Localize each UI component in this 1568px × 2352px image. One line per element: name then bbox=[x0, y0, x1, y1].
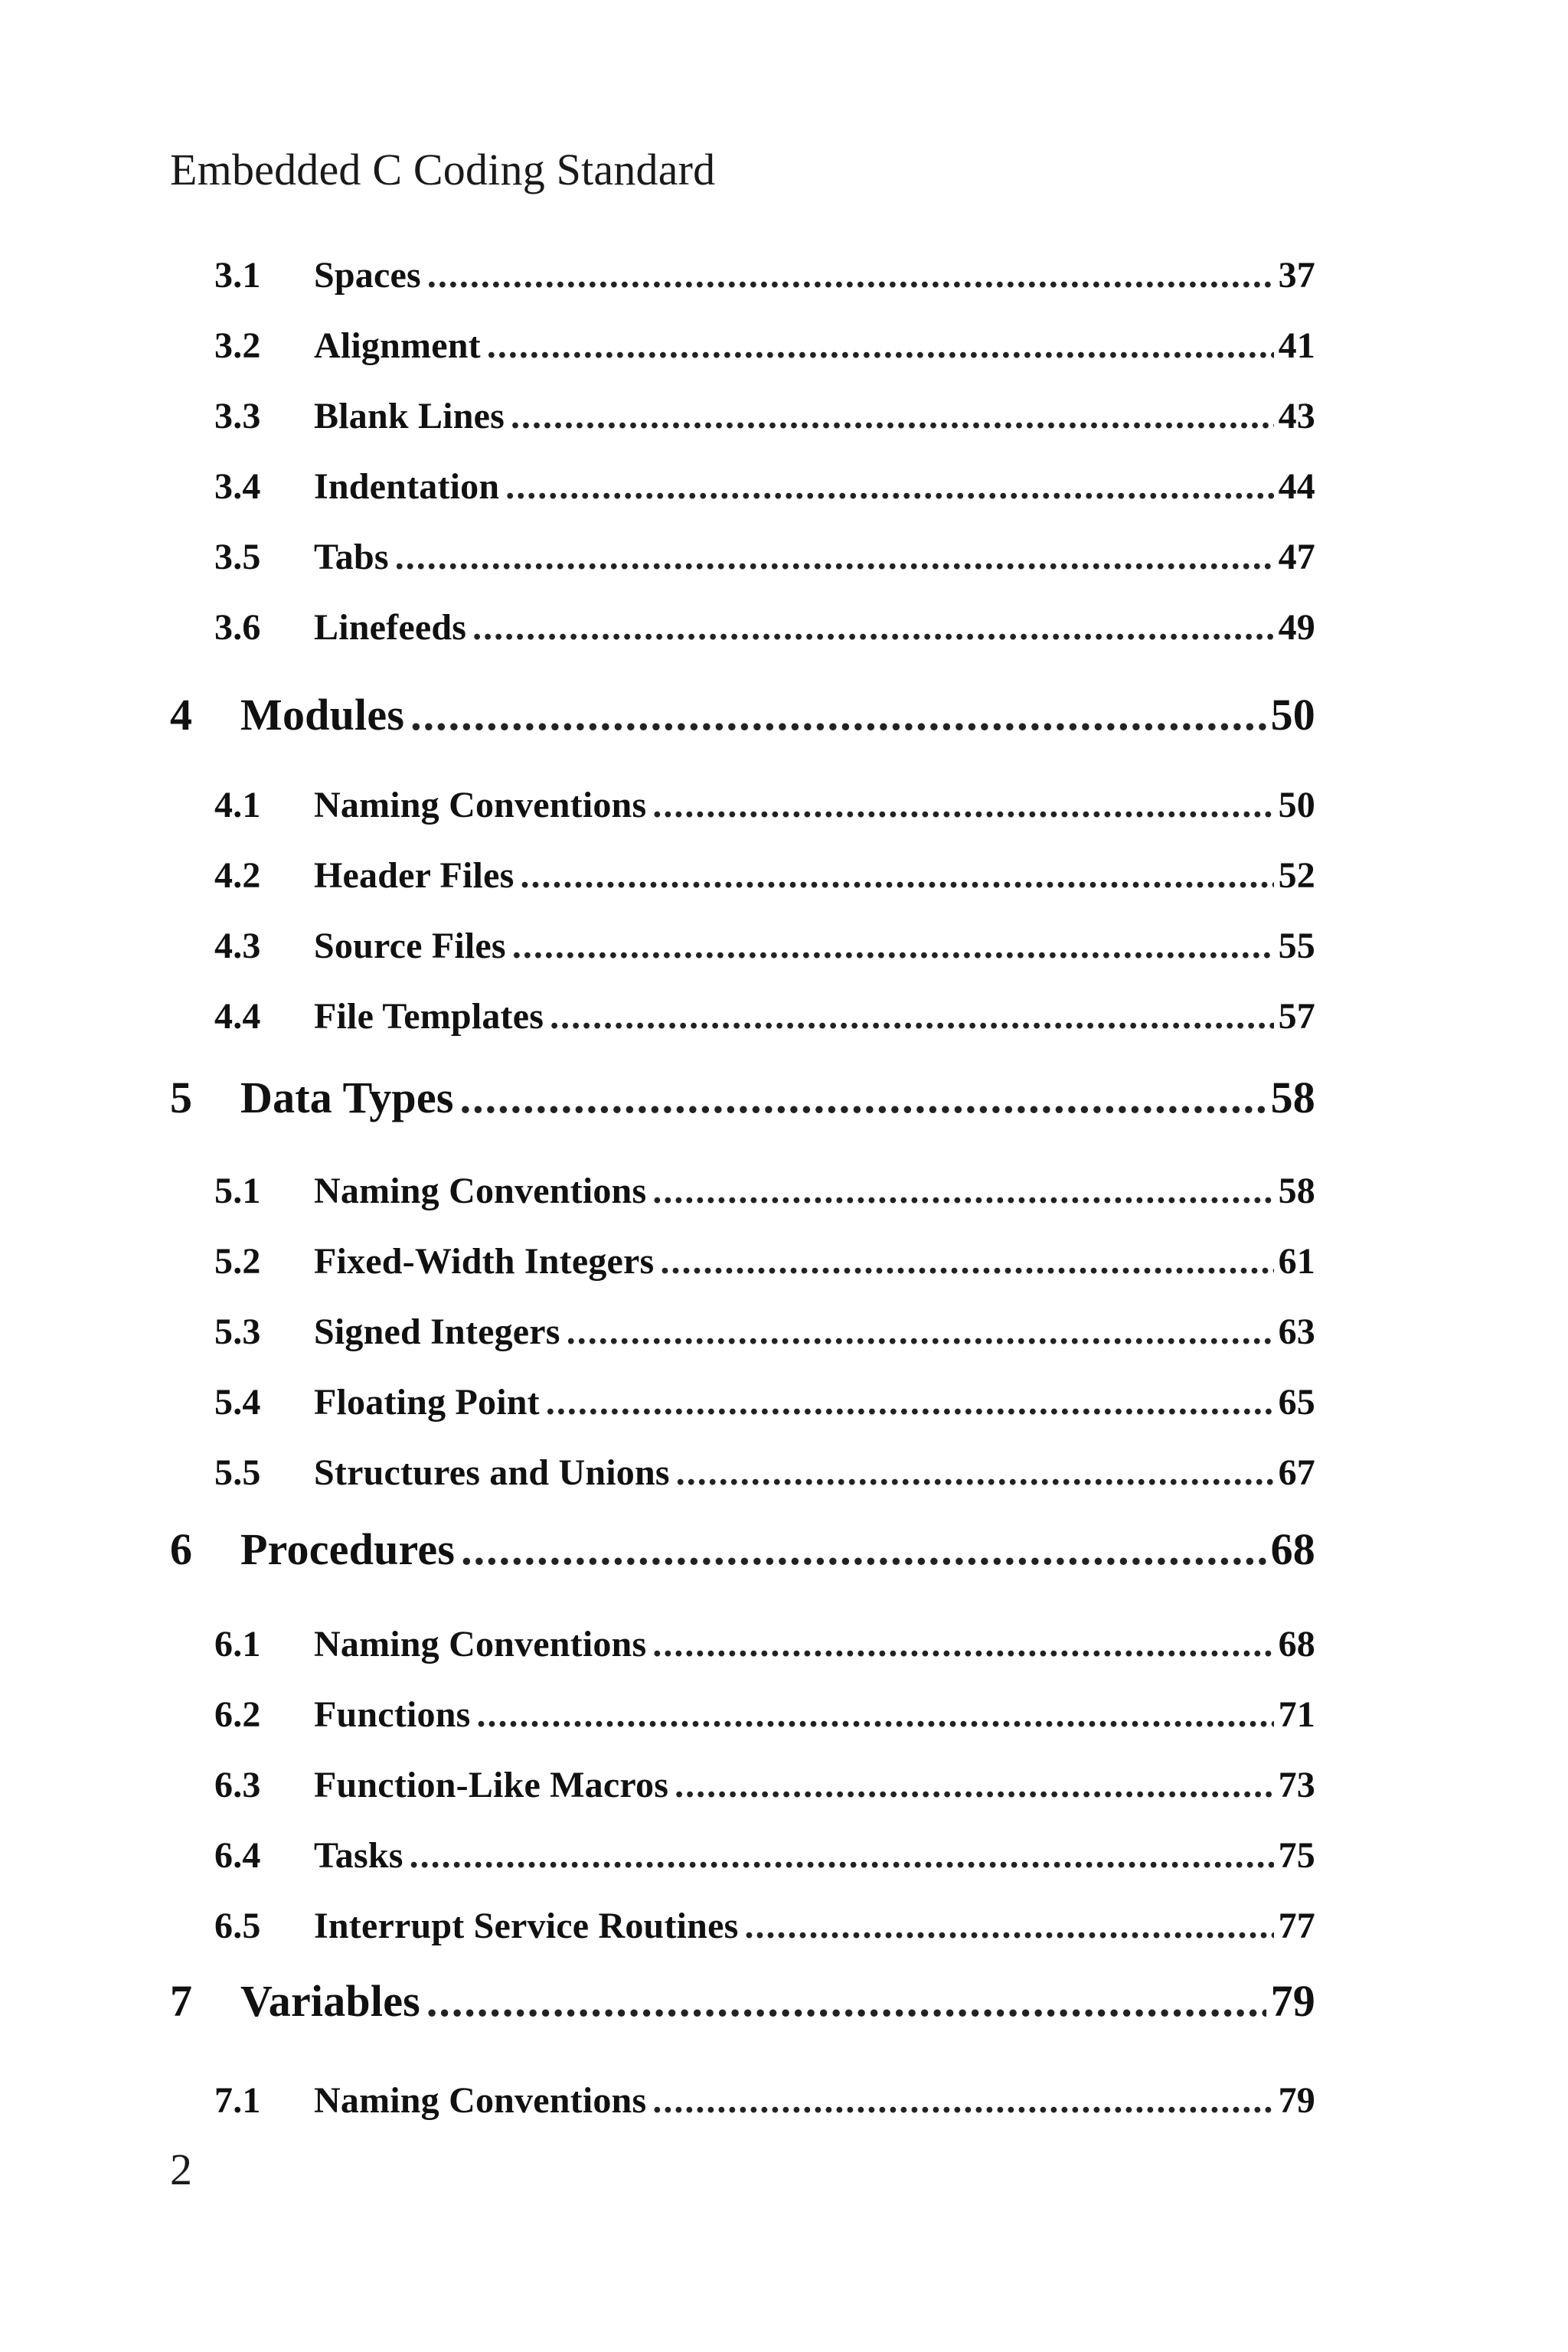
toc-entry-page-number: 63 bbox=[1278, 1312, 1315, 1352]
toc-section-row bbox=[214, 1694, 1315, 1736]
toc-entry-number: 7 bbox=[170, 1976, 193, 2026]
toc-entry-page-number: 50 bbox=[1270, 690, 1315, 740]
toc-entry-number: 3.2 bbox=[214, 325, 261, 366]
toc-dot-leader bbox=[546, 1381, 1274, 1423]
toc-section-row bbox=[214, 1381, 1315, 1423]
toc-entry-page-number: 77 bbox=[1278, 1906, 1315, 1946]
toc-dot-leader bbox=[652, 1623, 1273, 1665]
toc-section-row bbox=[214, 325, 1315, 367]
toc-entry-page-number: 44 bbox=[1278, 466, 1315, 507]
toc-entry-page-number: 65 bbox=[1278, 1382, 1315, 1423]
toc-entry-title: Data Types bbox=[240, 1073, 454, 1122]
toc-entry-title: Procedures bbox=[240, 1524, 456, 1574]
toc-chapter-row bbox=[170, 689, 1315, 740]
toc-entry-number: 3.5 bbox=[214, 537, 261, 577]
toc-dot-leader bbox=[410, 689, 1266, 740]
toc-entry-title: Naming Conventions bbox=[314, 1171, 647, 1211]
toc-entry-page-number: 47 bbox=[1278, 537, 1315, 577]
toc-entry-page-number: 79 bbox=[1278, 2080, 1315, 2121]
toc-entry-page-number: 71 bbox=[1278, 1694, 1315, 1735]
toc-entry-title: Variables bbox=[240, 1976, 420, 2026]
toc-entry-page-number: 68 bbox=[1278, 1624, 1315, 1664]
toc-entry-number: 6.3 bbox=[214, 1765, 261, 1805]
toc-entry-number: 6.5 bbox=[214, 1906, 261, 1946]
toc-entry-page-number: 57 bbox=[1278, 996, 1315, 1037]
toc-entry-title: File Templates bbox=[314, 996, 544, 1037]
toc-entry-number: 6.2 bbox=[214, 1694, 261, 1735]
toc-dot-leader bbox=[567, 1311, 1274, 1353]
toc-dot-leader bbox=[477, 1694, 1274, 1736]
toc-entry-title: Naming Conventions bbox=[314, 2080, 647, 2121]
toc-entry-title: Function-Like Macros bbox=[314, 1765, 669, 1805]
toc-entry-page-number: 67 bbox=[1278, 1452, 1315, 1493]
toc-section-row bbox=[214, 1452, 1315, 1494]
toc-dot-leader bbox=[472, 606, 1273, 648]
toc-entry-number: 3.1 bbox=[214, 255, 261, 296]
toc-dot-leader bbox=[461, 1524, 1266, 1575]
toc-entry-number: 5.5 bbox=[214, 1452, 261, 1493]
running-header: Embedded C Coding Standard bbox=[170, 145, 716, 194]
toc-entry-title: Interrupt Service Routines bbox=[314, 1906, 739, 1946]
toc-dot-leader bbox=[410, 1834, 1274, 1877]
toc-entry-number: 3.4 bbox=[214, 466, 261, 507]
toc-dot-leader bbox=[744, 1905, 1273, 1947]
toc-entry-page-number: 68 bbox=[1270, 1524, 1315, 1574]
page-number: 2 bbox=[170, 2145, 192, 2194]
toc-dot-leader bbox=[426, 1975, 1266, 2027]
toc-section-row bbox=[214, 395, 1315, 437]
toc-entry-title: Signed Integers bbox=[314, 1312, 560, 1352]
toc-section-row bbox=[214, 1905, 1315, 1947]
toc-entry-number: 3.6 bbox=[214, 607, 261, 648]
toc-section-row bbox=[214, 995, 1315, 1037]
toc-entry-title: Modules bbox=[240, 690, 405, 740]
toc-entry-title: Linefeeds bbox=[314, 607, 467, 648]
toc-entry-number: 6 bbox=[170, 1524, 193, 1574]
toc-entry-page-number: 55 bbox=[1278, 926, 1315, 966]
toc-section-row bbox=[214, 1623, 1315, 1665]
toc-chapter-row bbox=[170, 1524, 1315, 1575]
toc-entry-page-number: 41 bbox=[1278, 325, 1315, 366]
toc-entry-title: Alignment bbox=[314, 325, 481, 366]
toc-entry-page-number: 73 bbox=[1278, 1765, 1315, 1805]
toc-section-row bbox=[214, 254, 1315, 296]
toc-chapter-row bbox=[170, 1975, 1315, 2027]
toc-entry-page-number: 61 bbox=[1278, 1241, 1315, 1282]
toc-entry-title: Tabs bbox=[314, 537, 389, 577]
toc-entry-number: 4.3 bbox=[214, 926, 261, 966]
toc-entry-title: Indentation bbox=[314, 466, 500, 507]
toc-entry-number: 4.1 bbox=[214, 785, 261, 825]
toc-dot-leader bbox=[652, 1170, 1273, 1212]
toc-section-row bbox=[214, 536, 1315, 578]
toc-entry-page-number: 49 bbox=[1278, 607, 1315, 648]
toc-dot-leader bbox=[550, 995, 1273, 1037]
toc-entry-page-number: 75 bbox=[1278, 1835, 1315, 1876]
toc-section-row bbox=[214, 606, 1315, 648]
toc-section-row bbox=[214, 1240, 1315, 1282]
toc-entry-page-number: 58 bbox=[1278, 1171, 1315, 1211]
toc-entry-number: 4 bbox=[170, 690, 193, 740]
toc-section-row bbox=[214, 2079, 1315, 2122]
toc-section-row bbox=[214, 854, 1315, 897]
toc-entry-number: 6.1 bbox=[214, 1624, 261, 1664]
toc-entry-number: 5 bbox=[170, 1073, 193, 1122]
toc-dot-leader bbox=[520, 854, 1273, 897]
toc-dot-leader bbox=[512, 925, 1274, 967]
toc-entry-title: Source Files bbox=[314, 926, 506, 966]
toc-section-row bbox=[214, 1170, 1315, 1212]
toc-section-row bbox=[214, 1834, 1315, 1877]
toc-entry-page-number: 58 bbox=[1270, 1073, 1315, 1122]
toc-section-row bbox=[214, 784, 1315, 826]
toc-entry-title: Functions bbox=[314, 1694, 471, 1735]
toc-dot-leader bbox=[427, 254, 1274, 296]
toc-entry-number: 4.4 bbox=[214, 996, 261, 1037]
toc-entry-number: 5.4 bbox=[214, 1382, 261, 1423]
toc-entry-title: Spaces bbox=[314, 255, 421, 296]
toc-entry-page-number: 79 bbox=[1270, 1976, 1315, 2026]
toc-entry-title: Fixed-Width Integers bbox=[314, 1241, 655, 1282]
toc-entry-number: 5.1 bbox=[214, 1171, 261, 1211]
toc-dot-leader bbox=[511, 395, 1274, 437]
toc-entry-number: 3.3 bbox=[214, 396, 261, 436]
toc-chapter-row bbox=[170, 1072, 1315, 1123]
toc-entry-number: 7.1 bbox=[214, 2080, 261, 2121]
toc-entry-title: Header Files bbox=[314, 855, 514, 896]
toc-section-row bbox=[214, 466, 1315, 508]
toc-dot-leader bbox=[660, 1240, 1273, 1282]
toc-section-row bbox=[214, 1311, 1315, 1353]
toc-dot-leader bbox=[505, 466, 1273, 508]
toc-entry-page-number: 37 bbox=[1278, 255, 1315, 296]
toc-section-row bbox=[214, 1764, 1315, 1806]
toc-entry-page-number: 50 bbox=[1278, 785, 1315, 825]
toc-entry-title: Tasks bbox=[314, 1835, 403, 1876]
toc-dot-leader bbox=[652, 784, 1273, 826]
toc-entry-title: Floating Point bbox=[314, 1382, 540, 1423]
toc-dot-leader bbox=[675, 1764, 1274, 1806]
toc-entry-page-number: 43 bbox=[1278, 396, 1315, 436]
toc-dot-leader bbox=[487, 325, 1274, 367]
toc-entry-page-number: 52 bbox=[1278, 855, 1315, 896]
toc-entry-title: Naming Conventions bbox=[314, 785, 647, 825]
toc-entry-title: Structures and Unions bbox=[314, 1452, 670, 1493]
toc-dot-leader bbox=[676, 1452, 1274, 1494]
toc-section-row bbox=[214, 925, 1315, 967]
toc-entry-number: 5.3 bbox=[214, 1312, 261, 1352]
toc-entry-number: 4.2 bbox=[214, 855, 261, 896]
toc-entry-title: Blank Lines bbox=[314, 396, 505, 436]
toc-entry-number: 5.2 bbox=[214, 1241, 261, 1282]
toc-dot-leader bbox=[460, 1072, 1266, 1123]
toc-dot-leader bbox=[652, 2079, 1273, 2122]
toc-entry-number: 6.4 bbox=[214, 1835, 261, 1876]
toc-dot-leader bbox=[395, 536, 1274, 578]
toc-entry-title: Naming Conventions bbox=[314, 1624, 647, 1664]
